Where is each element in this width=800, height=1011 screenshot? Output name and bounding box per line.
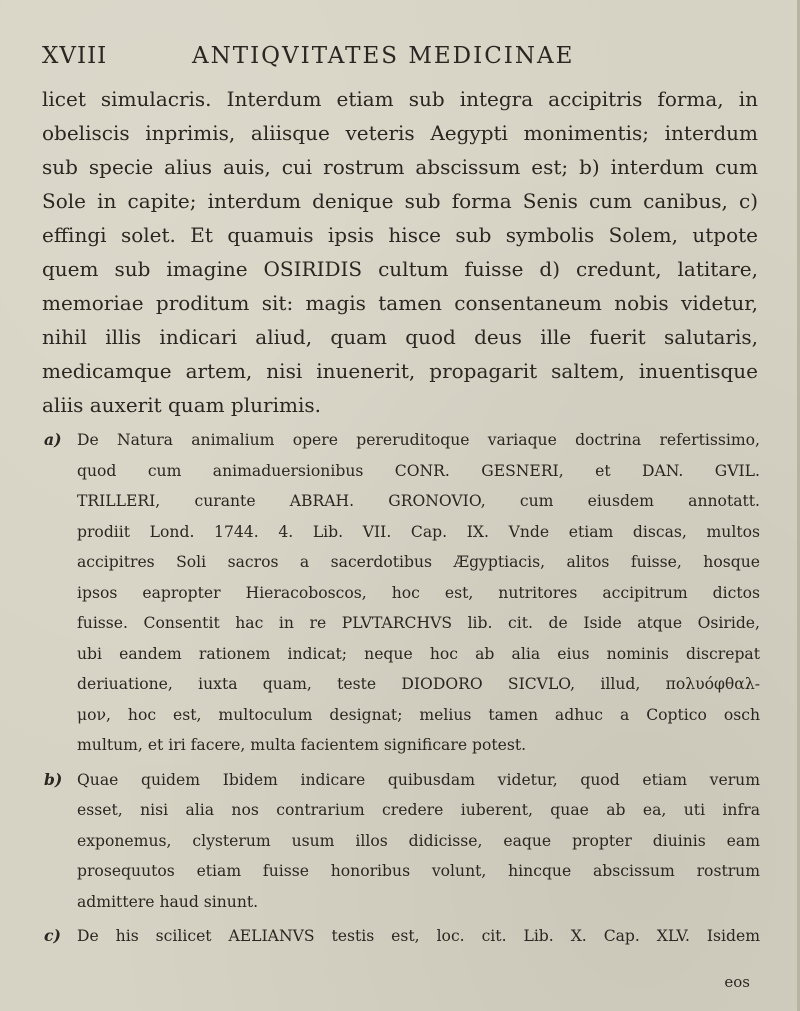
footnote-line: admittere haud sinunt. [77,892,259,911]
catchword: eos [724,973,750,991]
main-text [42,82,758,422]
text-line: nihil illis indicari aliud, quam quod deus ille fuerit salutaris, [42,325,758,349]
footnote-marker: c) [44,926,61,945]
text-line: memoriae proditum sit: magis tamen consentaneum nobis videtur, [42,291,758,315]
footnote-text: Quae quidem Ibidem indicare quibusdam videtur, quod etiam verum [77,770,760,789]
footnote-marker: a) [44,430,62,449]
footnote-text: De his scilicet AELIANVS testis est, loc. cit. Lib. X. Cap. XLV. Isidem [77,927,760,945]
footnote-line: multum, et iri facere, multa facientem significare potest. [77,736,527,754]
footnote-line: esset, nisi alia nos contrarium credere iuberent, quae ab ea, uti infra [77,801,760,819]
footnote-line [44,921,760,952]
text-line: obeliscis inprimis, aliisque veteris Aegypti monimentis; interdum [42,121,758,145]
footnote-line: quod cum animaduersionibus CONR. GESNERI, et DAN. GVIL. [77,461,760,480]
footnote-line: ipsos eapropter Hieracoboscos, hoc est, nutritores accipitrum dictos [77,583,760,602]
footnote-line: prodiit Lond. 1744. 4. Lib. VII. Cap. IX. Vnde etiam discas, multos [77,522,760,541]
footnote-line: μον, hoc est, multoculum designat; melius tamen adhuc a Coptico osch [77,705,760,724]
page-header [42,43,760,75]
text-line: sub specie alius auis, cui rostrum abscissum est; b) interdum cum [42,155,758,179]
page-number: XVIII [42,43,108,69]
footnote-line: TRILLERI, curante ABRAH. GRONOVIO, cum eiusdem annotatt. [77,492,760,510]
footnote-line: deriuatione, iuxta quam, teste DIODORO SICVLO, illud, πολυόφθαλ- [77,675,760,693]
footnote-line [44,425,760,456]
footnote-line [44,765,760,796]
footnote-text: De Natura animalium opere pereruditoque variaque doctrina refertissimo, [77,431,760,449]
footnote-line: accipitres Soli sacros a sacerdotibus Ægyptiacis, alitos fuisse, hosque [77,553,760,571]
text-line: Sole in capite; interdum denique sub forma Senis cum canibus, c) [42,189,758,213]
text-line: medicamque artem, nisi inuenerit, propagarit saltem, inuentisque [42,359,758,383]
footnote-marker: b) [44,769,63,789]
text-line: quem sub imagine OSIRIDIS cultum fuisse d) credunt, latitare, [42,257,758,281]
footnote-line: exponemus, clysterum usum illos didicisse, eaque propter diuinis eam [77,831,760,850]
text-line: effingi solet. Et quamuis ipsis hisce sub symbolis Solem, utpote [42,223,758,247]
text-line: licet simulacris. Interdum etiam sub integra accipitris forma, in [42,87,758,111]
text-line: aliis auxerit quam plurimis. [42,393,321,417]
footnote-line: ubi eandem rationem indicat; neque hoc ab alia eius nominis discrepat [77,644,760,663]
running-title: ANTIQVITATES MEDICINAE [192,43,575,69]
footnote-line: fuisse. Consentit hac in re PLVTARCHVS lib. cit. de Iside atque Osiride, [77,614,760,632]
footnotes [44,425,760,952]
footnote-line: prosequutos etiam fuisse honoribus volunt, hincque abscissum rostrum [77,862,760,880]
